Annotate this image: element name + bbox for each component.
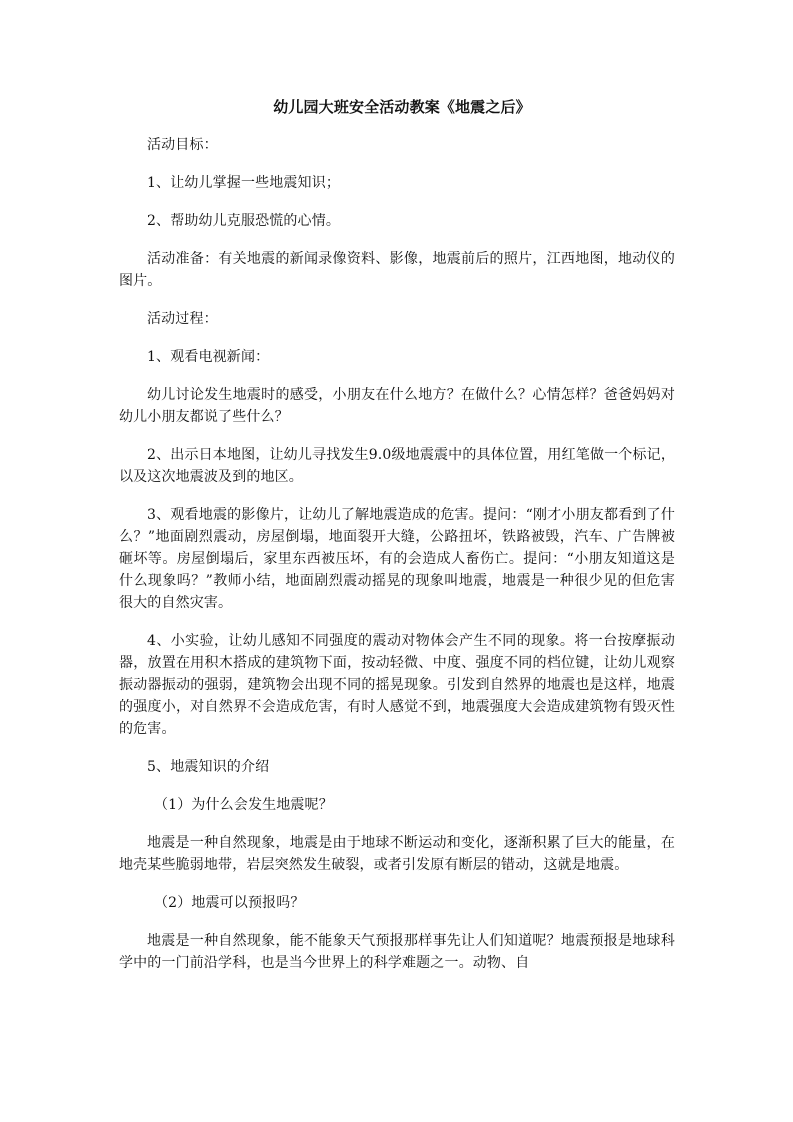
question-1-answer: 地震是一种自然现象，地震是由于地球不断运动和变化，逐渐积累了巨大的能量，在地壳某些脆弱地带，岩层突然发生破裂，或者引发原有断层的错动，这就是地震。 [119, 835, 675, 873]
question-2-heading: （2）地震可以预报吗？ [154, 895, 305, 911]
question-1-heading: （1）为什么会发生地震呢？ [154, 797, 333, 813]
process-step-3-paragraph: 3、观看地震的影像片，让幼儿了解地震造成的危害。提问：“刚才小朋友都看到了什么？”地面剧烈震动，房屋倒塌，地面裂开大缝，公路扭坏，铁路被毁，汽车、广告牌被砸坏等。房屋倒塌后，家里东西被压坏，有的会造成人畜伤亡。提问：“小朋友知道这是什么现象吗？”教师小结，地面剧烈震动摇晃的现象叫地震，地震是一种很少见的但危害很大的自然灾害。 [119, 507, 675, 611]
goal-item-1: 1、让幼儿掌握一些地震知识； [147, 175, 341, 191]
document-title: 幼儿园大班安全活动教案《地震之后》 [273, 98, 531, 116]
document-body [119, 96, 675, 990]
process-step-4-paragraph: 4、小实验，让幼儿感知不同强度的震动对物体会产生不同的现象。将一台按摩振动器，放置在用积木搭成的建筑物下面，按动轻微、中度、强度不同的档位键，让幼儿观察振动器振动的强弱，建筑物会出现不同的摇晃现象。引发到自然界的地震也是这样，地震的强度小，对自然界不会造成危害，有时人感觉不到，地震强度大会造成建筑物有毁灭性的危害。 [119, 633, 675, 737]
process-step-1-heading: 1、观看电视新闻： [147, 349, 270, 365]
section-heading-goals: 活动目标： [147, 137, 218, 153]
section-heading-process: 活动过程： [147, 311, 218, 327]
process-step-2-paragraph: 2、出示日本地图，让幼儿寻找发生9.0级地震震中的具体位置，用红笔做一个标记，以及这次地震波及到的地区。 [119, 447, 675, 485]
question-2-answer: 地震是一种自然现象，能不能象天气预报那样事先让人们知道呢？地震预报是地球科学中的一门前沿学科，也是当今世界上的科学难题之一。动物、自 [119, 933, 675, 971]
preparation-paragraph: 活动准备：有关地震的新闻录像资料、影像，地震前后的照片，江西地图，地动仪的图片。 [119, 251, 675, 289]
goal-item-2: 2、帮助幼儿克服恐慌的心情。 [147, 213, 341, 229]
process-step-5-heading: 5、地震知识的介绍 [147, 759, 270, 775]
process-step-1-paragraph: 幼儿讨论发生地震时的感受，小朋友在什么地方？在做什么？心情怎样？爸爸妈妈对幼儿小朋友都说了些什么？ [119, 387, 675, 425]
